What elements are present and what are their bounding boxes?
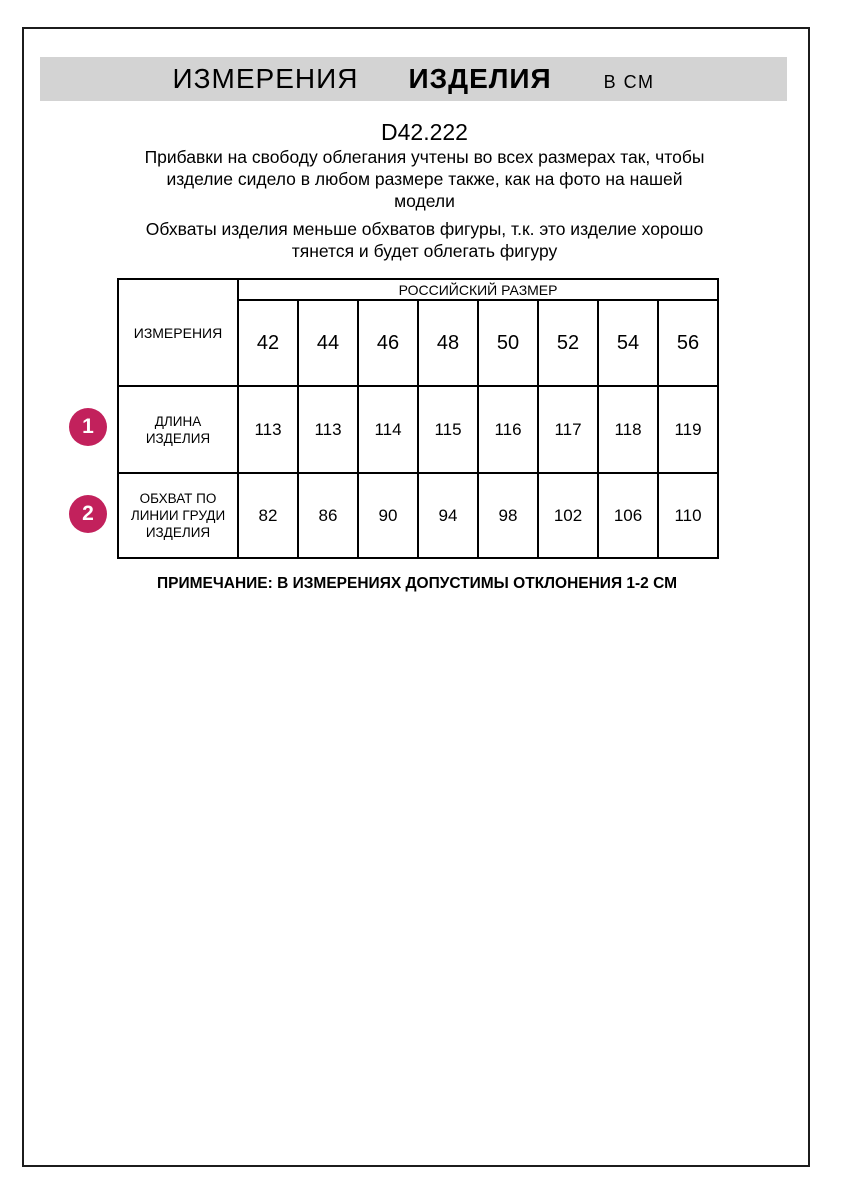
value-cell: 106 [598,473,658,558]
value-cell: 110 [658,473,718,558]
value-cell: 82 [238,473,298,558]
measurements-column-header: ИЗМЕРЕНИЯ [118,279,238,386]
russian-size-group-header: РОССИЙСКИЙ РАЗМЕР [238,279,718,300]
title-garment: ИЗДЕЛИЯ [408,63,552,94]
value-cell: 114 [358,386,418,473]
product-code: D42.222 [381,119,468,145]
row-marker-1: 1 [69,408,107,446]
size-header: 42 [238,300,298,386]
value-cell: 116 [478,386,538,473]
intro-text [0,146,849,262]
value-cell: 113 [238,386,298,473]
tolerance-note: ПРИМЕЧАНИЕ: В ИЗМЕРЕНИЯХ ДОПУСТИМЫ ОТКЛОНЕНИЯ 1-2 СМ [156,575,678,592]
size-header: 52 [538,300,598,386]
size-header: 48 [418,300,478,386]
value-cell: 117 [538,386,598,473]
table-row-length [118,386,718,473]
fit-allowance-paragraph: Прибавки на свободу облегания учтены во всех размерах так, чтобы изделие сидело в любом размере также, как на фото на нашей модели [144,147,705,211]
size-table [117,278,719,559]
title-bar [40,57,787,101]
size-header: 54 [598,300,658,386]
row-marker-2: 2 [69,495,107,533]
title-units: В СМ [603,72,655,92]
value-cell: 119 [658,386,718,473]
size-header: 44 [298,300,358,386]
value-cell: 115 [418,386,478,473]
row-label-length: ДЛИНА ИЗДЕЛИЯ [118,386,238,473]
size-header: 56 [658,300,718,386]
value-cell: 113 [298,386,358,473]
value-cell: 90 [358,473,418,558]
row-label-chest: ОБХВАТ ПО ЛИНИИ ГРУДИ ИЗДЕЛИЯ [118,473,238,558]
table-row-chest [118,473,718,558]
value-cell: 86 [298,473,358,558]
size-header: 46 [358,300,418,386]
value-cell: 98 [478,473,538,558]
title-measurements: ИЗМЕРЕНИЯ [172,63,359,94]
size-header: 50 [478,300,538,386]
value-cell: 94 [418,473,478,558]
stretch-note-paragraph: Обхваты изделия меньше обхватов фигуры, т.к. это изделие хорошо тянется и будет облегать фигуру [145,219,704,261]
value-cell: 118 [598,386,658,473]
value-cell: 102 [538,473,598,558]
